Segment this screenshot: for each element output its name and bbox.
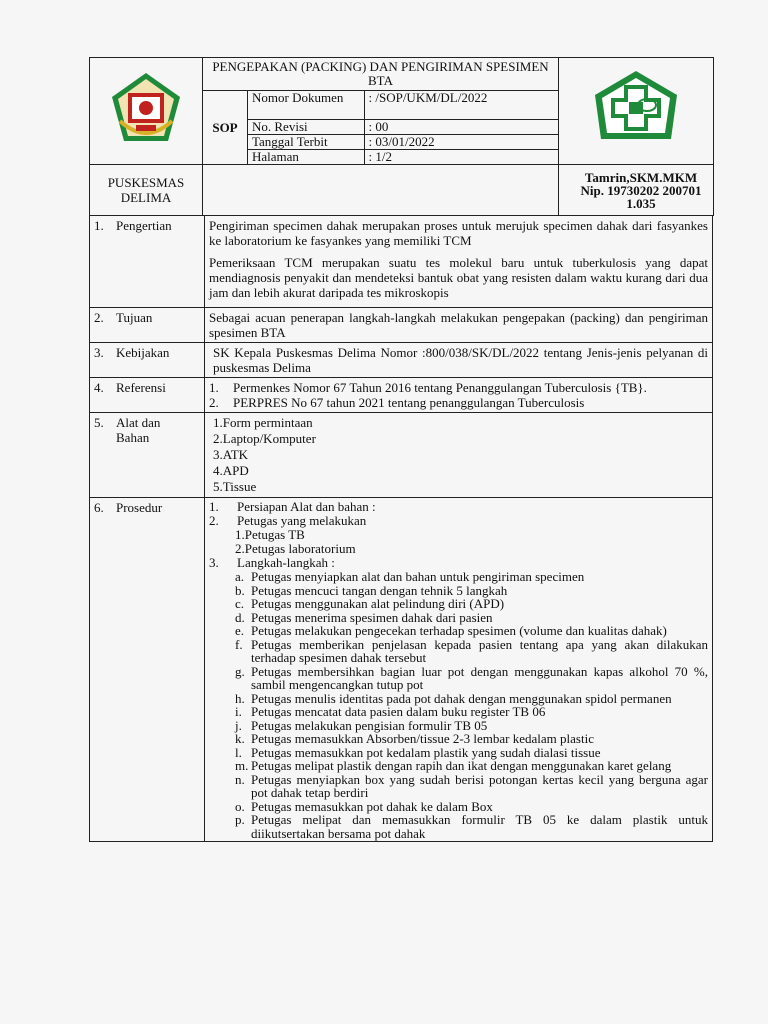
list-item: e. Petugas melakukan pengecekan terhadap spesimen (volume dan kualitas dahak) [235,623,667,638]
section-tujuan [90,308,713,343]
document-title: PENGEPAKAN (PACKING) DAN PENGIRIMAN SPESIMEN BTA [203,58,559,91]
section-kebijakan [90,343,713,378]
org-line-1: PUSKESMAS [107,175,185,190]
meta-label-halaman: Halaman [248,149,364,164]
section-alat-bahan [90,413,713,498]
meta-label-nomor: Nomor Dokumen [248,91,364,119]
section-label: Kebijakan [116,345,170,360]
list-item: h. Petugas menulis identitas pada pot dahak dengan menggunakan spidol permanen [235,690,672,706]
list-item: 2. PERPRES No 67 tahun 2021 tentang penanggulangan Tuberculosis [209,395,585,410]
officer-item: 1.Petugas TB [235,527,305,542]
list-item: p. Petugas melipat dan memasukkan formulir TB 05 ke dalam plastik untuk diikutsertakan bersama pot dahak [235,812,708,841]
signer-name: Tamrin,SKM.MKM [584,169,698,185]
meta-cell [248,91,559,165]
section-referensi [90,378,713,413]
meta-value-tanggal: : 03/01/2022 [364,134,558,149]
section-label: Prosedur [116,500,163,515]
meta-table [248,91,558,164]
header-table [89,57,714,216]
sop-document [89,57,713,842]
list-item: i. Petugas mencatat data pasien dalam buku register TB 06 [235,704,546,719]
list-item: j. Petugas melakukan pengisian formulir TB 05 [235,717,488,733]
list-item: g. Petugas membersihkan bagian luar pot dengan menggunakan kapas alkohol 70 %, sambil mengencangkan tutup pot [235,663,708,692]
signer-nip: Nip. 19730202 200701 1.035 [580,182,702,211]
alat-item: 5.Tissue [213,479,257,494]
section-label: Alat dan [116,415,161,430]
section-label: Referensi [116,380,166,395]
section-prosedur [90,498,713,842]
pengertian-paragraph-1: Pengiriman specimen dahak merupakan proses untuk merujuk specimen dahak dari fasyankes ke laboratorium ke fasyankes yang memiliki TCM [209,218,708,248]
sections-table [89,216,713,842]
puskesmas-logo-icon [591,69,681,149]
org-line-2: DELIMA [120,190,172,205]
prosedur-step-3: 3. Langkah-langkah : [209,555,335,570]
right-logo-cell [559,58,714,165]
meta-value-revisi: : 00 [364,119,558,134]
meta-value-nomor: : /SOP/UKM/DL/2022 [364,91,558,119]
list-item: d. Petugas menerima spesimen dahak dari pasien [235,609,493,625]
alat-item: 1.Form permintaan [213,415,313,430]
regency-emblem-icon [106,69,186,149]
alat-item: 4.APD [213,463,249,478]
alat-item: 3.ATK [213,447,249,462]
section-pengertian [90,216,713,308]
section-number: 6. [94,500,104,515]
left-logo-cell [90,58,203,165]
list-item: a. Petugas menyiapkan alat dan bahan untuk pengiriman specimen [235,569,585,584]
meta-label-revisi: No. Revisi [248,119,364,134]
organization-name [90,165,203,216]
blank-cell [203,165,559,216]
list-item: l. Petugas memasukkan pot kedalam plastik yang sudah dialasi tissue [235,744,601,760]
tujuan-text: Sebagai acuan penerapan langkah-langkah melakukan pengepakan (packing) dan pengiriman spesimen BTA [205,308,713,343]
section-label-line-2: Bahan [116,430,150,445]
list-item: c. Petugas menggunakan alat pelindung diri (APD) [235,596,505,611]
list-item: 1. Permenkes Nomor 67 Tahun 2016 tentang Penanggulangan Tuberculosis {TB}. [209,380,647,395]
section-label: Tujuan [116,310,153,325]
referensi-list [209,380,708,410]
alat-item: 2.Laptop/Komputer [213,431,316,446]
list-item: k. Petugas memasukkan Absorben/tissue 2-3 lembar kedalam plastic [235,731,594,746]
section-number: 2. [94,310,104,325]
list-item: n. Petugas menyiapkan box yang sudah berisi potongan kertas kecil yang berguna agar pot dahak tetap berdiri [235,771,708,800]
langkah-list [209,570,708,840]
signature-block [559,165,714,216]
section-label: Pengertian [116,218,172,233]
sop-label: SOP [203,91,248,165]
list-item: m. Petugas melipat plastik dengan rapih dan ikat dengan menggunakan karet gelang [235,758,672,773]
prosedur-step-1: 1. Persiapan Alat dan bahan : [209,499,376,514]
list-item: o. Petugas memasukkan pot dahak ke dalam Box [235,798,493,814]
list-item: f. Petugas memberikan penjelasan kepada pasien tentang apa yang akan dilakukan terhadap spesimen dahak tersebut [235,636,708,665]
section-number: 4. [94,380,104,395]
pengertian-paragraph-2: Pemeriksaan TCM merupakan suatu tes molekul baru untuk tuberkulosis yang dapat mendiagnosis penyakit dan mendeteksi bantuk obat yang resisten dalam waktu kurang dari dua jam dan lebih akurat daripada tes mikroskopis [209,255,708,300]
prosedur-step-2: 2. Petugas yang melakukan [209,513,367,528]
kebijakan-text: SK Kepala Puskesmas Delima Nomor :800/038/SK/DL/2022 tentang Jenis-jenis pelyanan di puskesmas Delima [205,343,713,378]
section-number: 3. [94,345,104,360]
section-number: 1. [94,218,104,233]
section-number: 5. [94,415,104,430]
list-item: b. Petugas mencuci tangan dengan tehnik 5 langkah [235,582,508,598]
meta-label-tanggal: Tanggal Terbit [248,134,364,149]
officer-item: 2.Petugas laboratorium [235,541,356,556]
meta-value-halaman: : 1/2 [364,149,558,164]
